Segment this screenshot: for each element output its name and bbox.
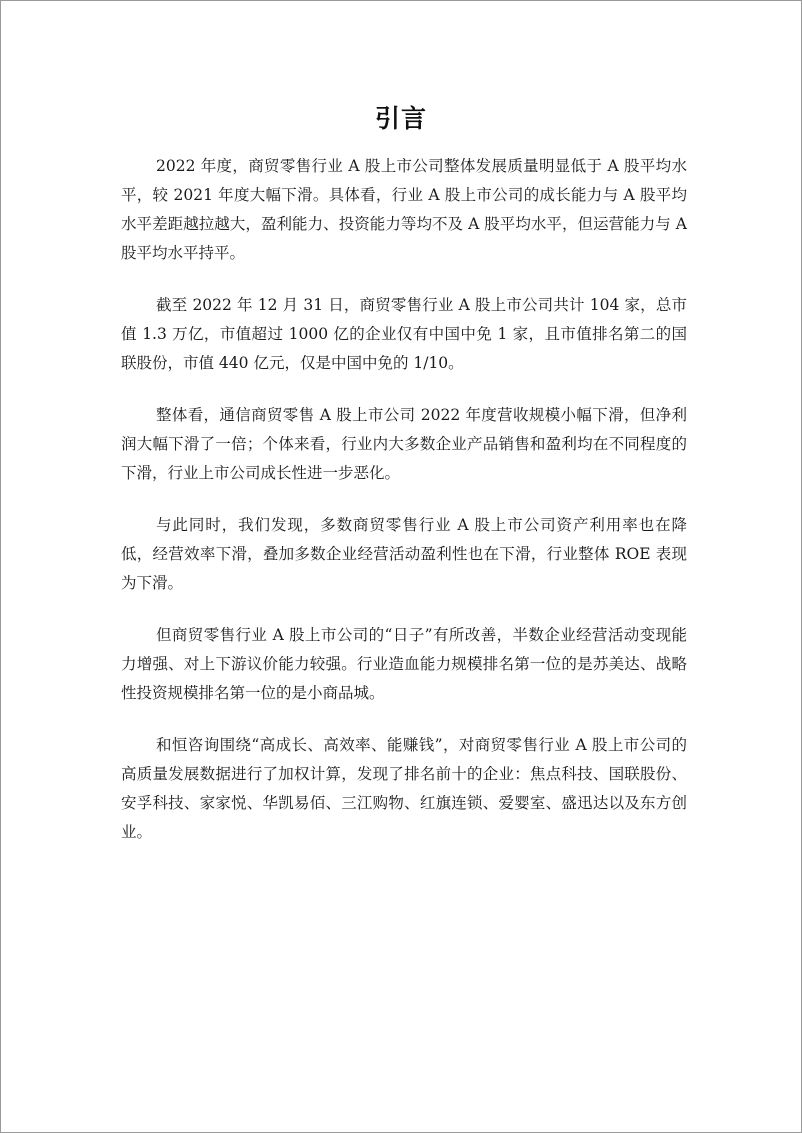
paragraph-5: 但商贸零售行业 A 股上市公司的“日子”有所改善，半数企业经营活动变现能力增强、对上下游议价能力较强。行业造血能力规模排名第一位的是苏美达、战略性投资规模排名第一位的是小商品城。 xyxy=(121,626,687,702)
paragraph-6: 和恒咨询围绕“高成长、高效率、能赚钱”，对商贸零售行业 A 股上市公司的高质量发展数据进行了加权计算，发现了排名前十的企业：焦点科技、国联股份、安孚科技、家家悦、华凯易佰、三江购物、红旗连锁、爱婴室、盛迅达以及东方创业。 xyxy=(121,736,687,841)
body-text xyxy=(121,152,687,870)
paragraph-3: 整体看，通信商贸零售 A 股上市公司 2022 年度营收规模小幅下滑，但净利润大幅下滑了一倍；个体来看，行业内大多数企业产品销售和盈利均在不同程度的下滑，行业上市公司成长性进一步恶化。 xyxy=(121,406,687,482)
paragraph-1: 2022 年度，商贸零售行业 A 股上市公司整体发展质量明显低于 A 股平均水平，较 2021 年度大幅下滑。具体看，行业 A 股上市公司的成长能力与 A 股平均水平差距越拉越大，盈利能力、投资能力等均不及 A 股平均水平，但运营能力与 A 股平均水平持平。 xyxy=(121,157,687,262)
paragraph-4: 与此同时，我们发现，多数商贸零售行业 A 股上市公司资产利用率也在降低，经营效率下滑，叠加多数企业经营活动盈利性也在下滑，行业整体 ROE 表现为下滑。 xyxy=(121,516,687,592)
page-title: 引言 xyxy=(374,104,427,133)
paragraph-2: 截至 2022 年 12 月 31 日，商贸零售行业 A 股上市公司共计 104 家，总市值 1.3 万亿，市值超过 1000 亿的企业仅有中国中免 1 家，且市值排名第二的国联股份，市值 440 亿元，仅是中国中免的 1/10。 xyxy=(121,296,687,372)
